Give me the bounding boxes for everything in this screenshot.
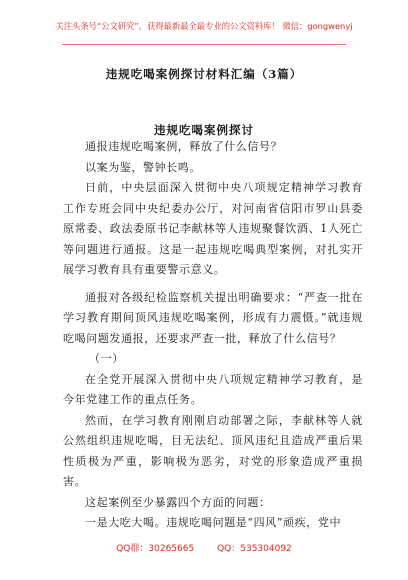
paragraph: 这起案例至少暴露四个方面的问题：: [85, 495, 271, 509]
document-title: 违规吃喝案例探讨材料汇编（3篇）: [105, 67, 303, 81]
section-number: （一）: [89, 352, 124, 365]
paragraph: 一是大吃大喝。违规吃喝问题是“四风”顽疾，党中: [85, 516, 342, 529]
header-divider: [62, 44, 346, 45]
paragraph: 通报对各级纪检监察机关提出明确要求：“严查一批在学习教育期间顶风违规吃喝案例，形成有力震慑。”就违规吃喝问题发通报，还要求严查一批，释放了什么信号？: [63, 290, 363, 345]
paragraph: 然而，在学习教育刚刚启动部署之际，李献林等人就公然组织违规吃喝，目无法纪、顶风违纪且造成严重后果性质极为严重，影响极为恶劣，对党的形象造成严重损害。: [63, 413, 363, 488]
paragraph: 日前，中央层面深入贯彻中央八项规定精神学习教育工作专班会同中央纪委办公厅，对河南省信阳市罗山县委原常委、政法委原书记李献林等人违规聚餐饮酒、1人死亡等问题进行通报。这是一起违规吃喝典型案例，对扎实开展学习教育具有重要警示意义。: [63, 181, 363, 276]
footer-qq: QQ：535304092: [217, 544, 292, 554]
document-body: [63, 137, 363, 534]
footer-qq-group: QQ群：30265665: [116, 544, 195, 554]
paragraph: 通报违规吃喝案例，释放了什么信号？: [85, 140, 283, 153]
header-banner: 关注头条号“公文研究”，获得最新最全最专业的公文资料库！ 微信：gongwenyj: [55, 21, 353, 31]
paragraph: 在全党开展深入贯彻中央八项规定精神学习教育，是今年党建工作的重点任务。: [63, 372, 363, 406]
section-title: 违规吃喝案例探讨: [154, 123, 254, 137]
paragraph: 以案为鉴，警钟长鸣。: [85, 160, 201, 174]
footer-contact: [0, 541, 408, 554]
